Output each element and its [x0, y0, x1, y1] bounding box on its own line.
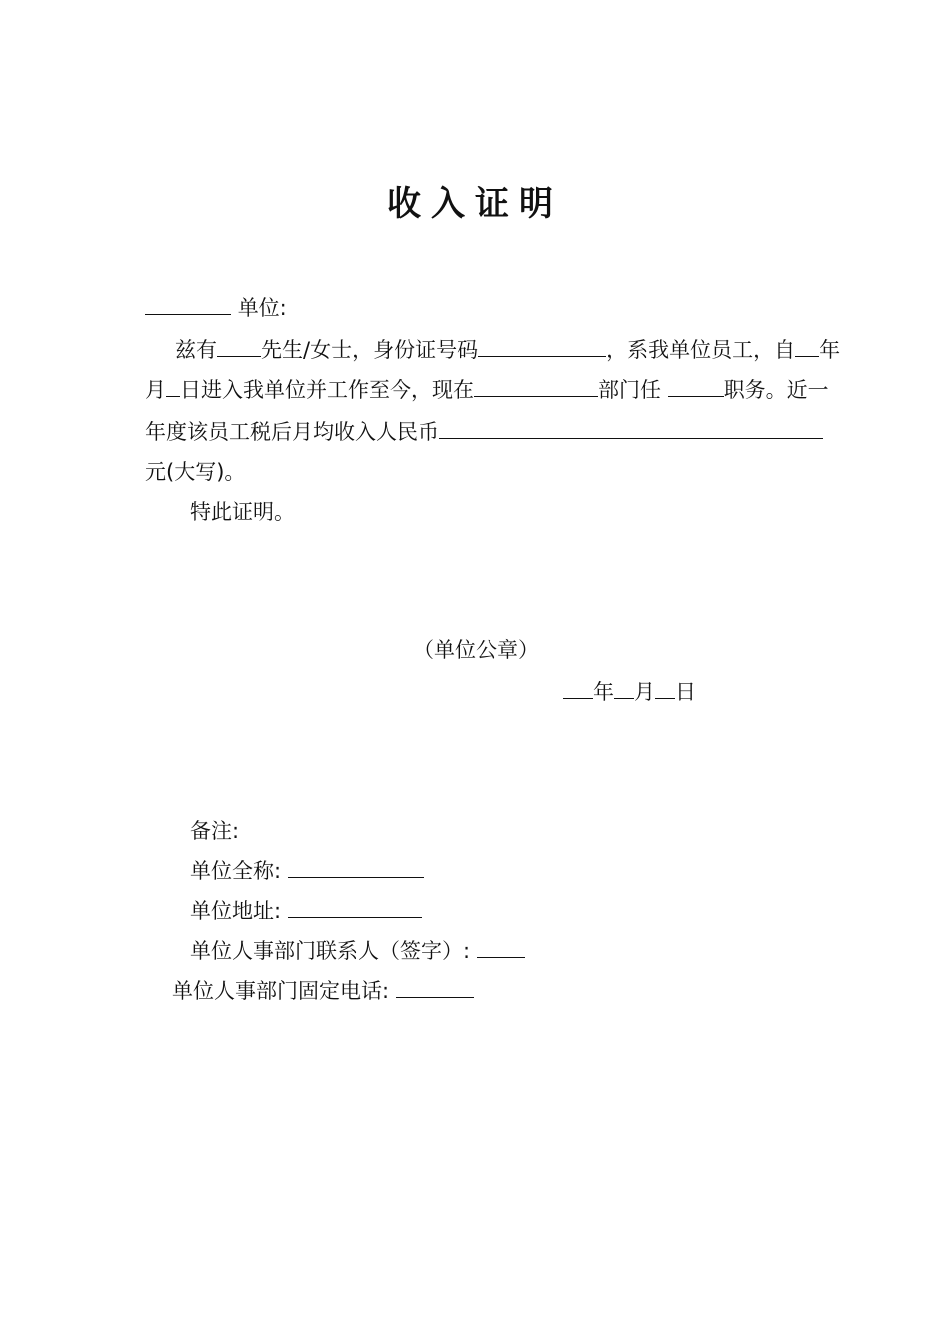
body-text-1b: 先生/女士，身份证号码 [261, 338, 479, 362]
date-day-label: 日 [675, 680, 696, 704]
full-name-label: 单位全称: [190, 859, 282, 883]
date-year-blank[interactable] [563, 678, 593, 699]
employer-name-blank[interactable] [145, 294, 231, 315]
address-blank[interactable] [288, 897, 422, 918]
company-seal-label: （单位公章） [413, 638, 539, 662]
body-text-1c: ，系我单位员工，自 [606, 338, 796, 362]
body-line-2 [145, 376, 829, 404]
body-text-3a: 年度该员工税后月均收入人民币 [145, 420, 439, 444]
start-month-day-blank[interactable] [166, 376, 180, 397]
body-line-4 [145, 458, 245, 486]
address-row [190, 897, 422, 925]
hr-phone-blank[interactable] [396, 977, 474, 998]
body-line-1 [175, 336, 840, 364]
hr-contact-label: 单位人事部门联系人（签字）: [190, 939, 471, 963]
salutation-text: 单位: [237, 296, 287, 320]
hr-contact-row [190, 937, 525, 965]
body-text-1a: 兹有 [175, 338, 217, 362]
position-blank[interactable] [668, 376, 724, 397]
full-name-row [190, 857, 424, 885]
date-month-label: 月 [634, 680, 655, 704]
body-text-1d: 年 [819, 338, 841, 362]
id-number-blank[interactable] [478, 336, 606, 357]
notes-heading: 备注: [190, 819, 240, 843]
hr-phone-label: 单位人事部门固定电话: [172, 979, 390, 1003]
income-amount-blank[interactable] [439, 418, 823, 439]
body-text-2a: 月 [145, 378, 166, 402]
hr-contact-blank[interactable] [477, 937, 525, 958]
document-title: 收入证明 [387, 184, 563, 224]
body-text-2c: 部门任 [598, 378, 661, 402]
department-blank[interactable] [474, 376, 598, 397]
employee-name-blank[interactable] [217, 336, 261, 357]
salutation-line [145, 294, 287, 322]
date-month-blank[interactable] [614, 678, 634, 699]
closing-line: 特此证明。 [190, 500, 295, 524]
address-label: 单位地址: [190, 899, 282, 923]
body-text-2b: 日进入我单位并工作至今，现在 [180, 378, 474, 402]
date-line [563, 678, 696, 706]
start-year-blank[interactable] [795, 336, 819, 357]
hr-phone-row [172, 977, 474, 1005]
body-text-2d: 职务。近一 [723, 378, 829, 402]
date-year-label: 年 [593, 680, 614, 704]
date-day-blank[interactable] [655, 678, 675, 699]
full-name-blank[interactable] [288, 857, 424, 878]
body-line-3 [145, 418, 823, 446]
body-text-4a: 元(大写)。 [145, 460, 246, 484]
